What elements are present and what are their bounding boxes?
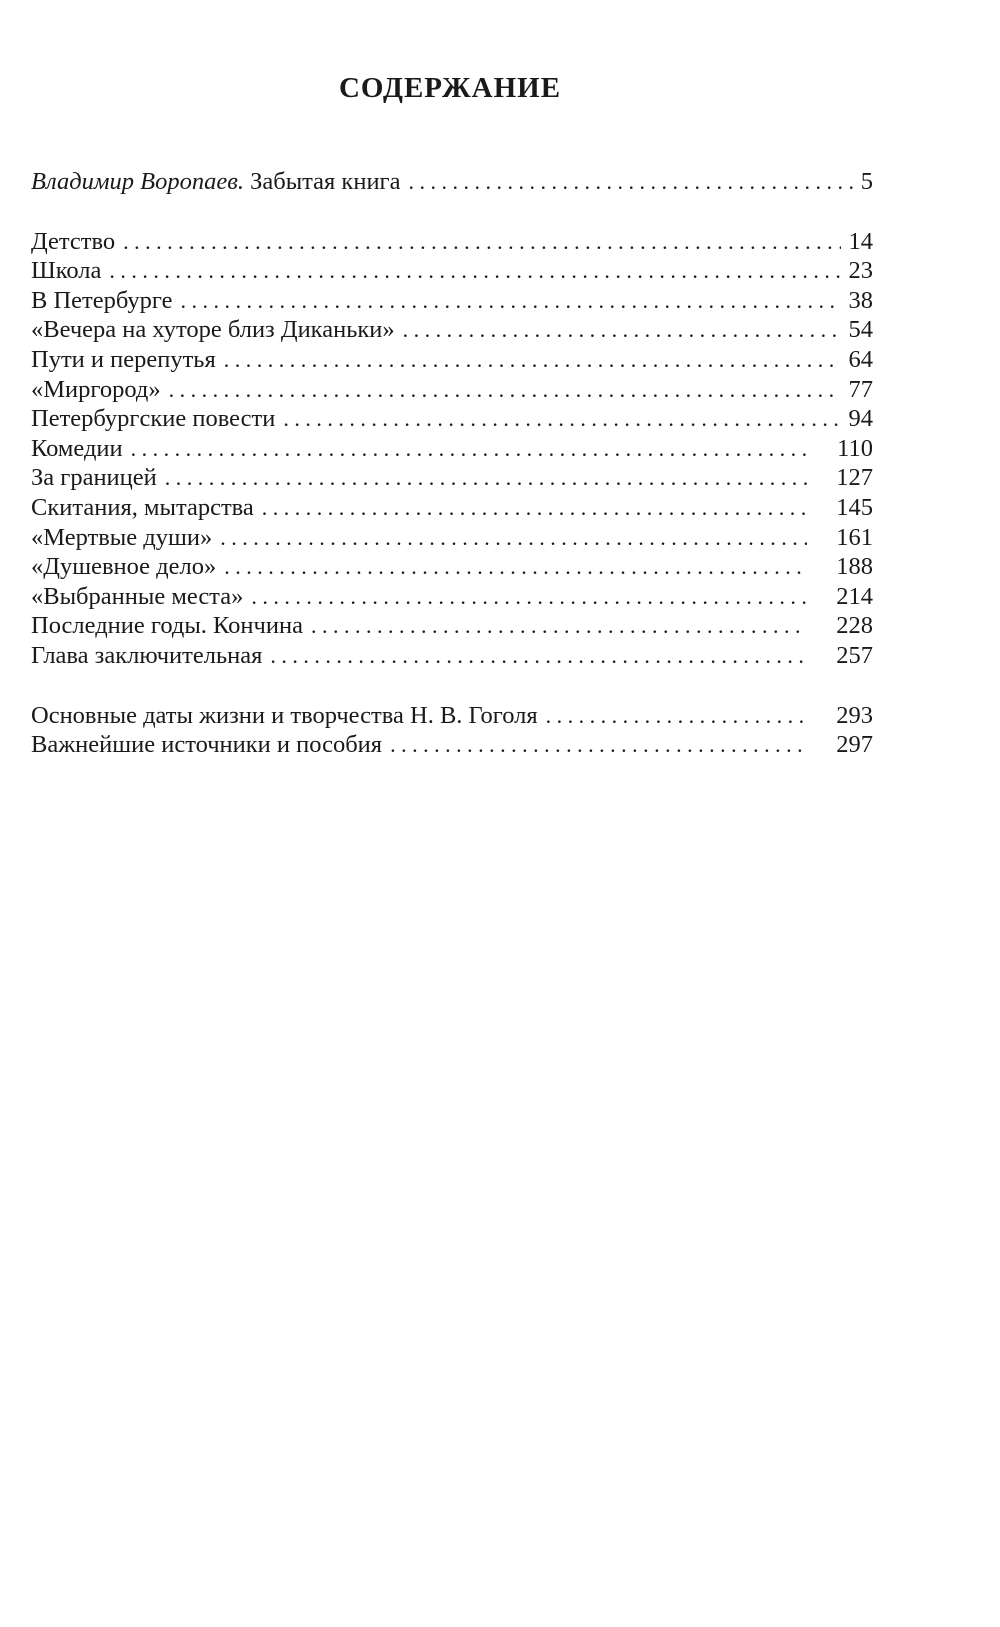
dot-leader (165, 463, 807, 493)
dot-leader (403, 315, 841, 345)
toc-entry-label: Комедии (31, 434, 123, 462)
toc-entry-label: Пути и перепутья (31, 345, 216, 373)
toc-entry-page: 293 (836, 701, 873, 729)
dot-leader (390, 730, 807, 760)
dot-leader (123, 227, 840, 257)
toc-entry[interactable] (31, 404, 873, 434)
toc-entry[interactable] (31, 701, 873, 731)
toc-preface-group (31, 167, 873, 197)
toc-entry-page: 94 (848, 405, 873, 433)
toc-entry[interactable] (31, 523, 873, 553)
toc-entry-label: За границей (31, 464, 157, 492)
toc-entry-page: 14 (848, 227, 873, 255)
toc-entry-page: 54 (848, 316, 873, 344)
toc-entry-label: Последние годы. Кончина (31, 612, 303, 640)
dot-leader (224, 345, 841, 375)
toc-entry[interactable] (31, 286, 873, 316)
dot-leader (251, 582, 807, 612)
toc-entry-preface[interactable] (31, 167, 873, 197)
toc-entry-label (31, 167, 400, 197)
toc-entry[interactable] (31, 227, 873, 257)
dot-leader (169, 375, 841, 405)
dot-leader (224, 552, 807, 582)
toc-entry-page: 257 (836, 641, 873, 669)
toc-entry-page: 297 (836, 731, 873, 759)
toc-entry-page: 110 (837, 434, 873, 462)
toc-appendix-group (31, 701, 873, 760)
toc-entry[interactable] (31, 463, 873, 493)
toc-entry[interactable] (31, 434, 873, 464)
toc-entry-label: «Мертвые души» (31, 523, 213, 551)
toc-entry-page: 188 (836, 553, 873, 581)
toc-entry-label: Школа (31, 257, 102, 285)
toc-entry-label: Скитания, мытарства (31, 493, 254, 521)
toc-entry[interactable] (31, 315, 873, 345)
toc-entry[interactable] (31, 611, 873, 641)
toc-entry-label: Глава заключительная (31, 641, 263, 669)
toc-entry-page: 38 (848, 286, 873, 314)
toc-chapters-group (31, 227, 873, 671)
toc-entry[interactable] (31, 582, 873, 612)
toc-entry[interactable] (31, 256, 873, 286)
toc-entry-page: 214 (836, 582, 873, 610)
dot-leader (408, 167, 852, 197)
toc-entry-page: 228 (836, 612, 873, 640)
dot-leader (283, 404, 840, 434)
toc-entry-label: Основные даты жизни и творчества Н. В. Гоголя (31, 701, 538, 729)
toc-entry-label: «Вечера на хуторе близ Диканьки» (31, 316, 395, 344)
toc-entry[interactable] (31, 641, 873, 671)
toc-entry-page: 161 (836, 523, 873, 551)
toc-entry-page: 127 (836, 464, 873, 492)
toc-entry-page: 23 (848, 257, 873, 285)
table-of-contents (31, 167, 873, 760)
preface-author: Владимир Воропаев. (31, 168, 244, 195)
toc-entry[interactable] (31, 730, 873, 760)
toc-entry[interactable] (31, 345, 873, 375)
preface-title: Забытая книга (250, 168, 401, 195)
dot-leader (181, 286, 841, 316)
toc-entry-page: 77 (848, 375, 873, 403)
toc-entry[interactable] (31, 375, 873, 405)
toc-entry-page: 145 (836, 493, 873, 521)
toc-entry-label: Петербургские повести (31, 405, 276, 433)
dot-leader (270, 641, 807, 671)
toc-entry-label: В Петербурге (31, 286, 173, 314)
toc-entry-page: 5 (860, 168, 873, 195)
toc-entry[interactable] (31, 552, 873, 582)
dot-leader (262, 493, 807, 523)
toc-entry-label: Детство (31, 227, 116, 255)
toc-entry-label: Важнейшие источники и пособия (31, 731, 383, 759)
toc-entry-label: «Выбранные места» (31, 582, 244, 610)
toc-entry-label: «Миргород» (31, 375, 161, 403)
dot-leader (109, 256, 840, 286)
toc-entry-page: 64 (848, 345, 873, 373)
toc-entry[interactable] (31, 493, 873, 523)
page-title: СОДЕРЖАНИЕ (338, 72, 562, 104)
dot-leader (311, 611, 807, 641)
toc-entry-label: «Душевное дело» (31, 553, 217, 581)
dot-leader (131, 434, 807, 464)
dot-leader (220, 523, 807, 553)
dot-leader (546, 701, 807, 731)
